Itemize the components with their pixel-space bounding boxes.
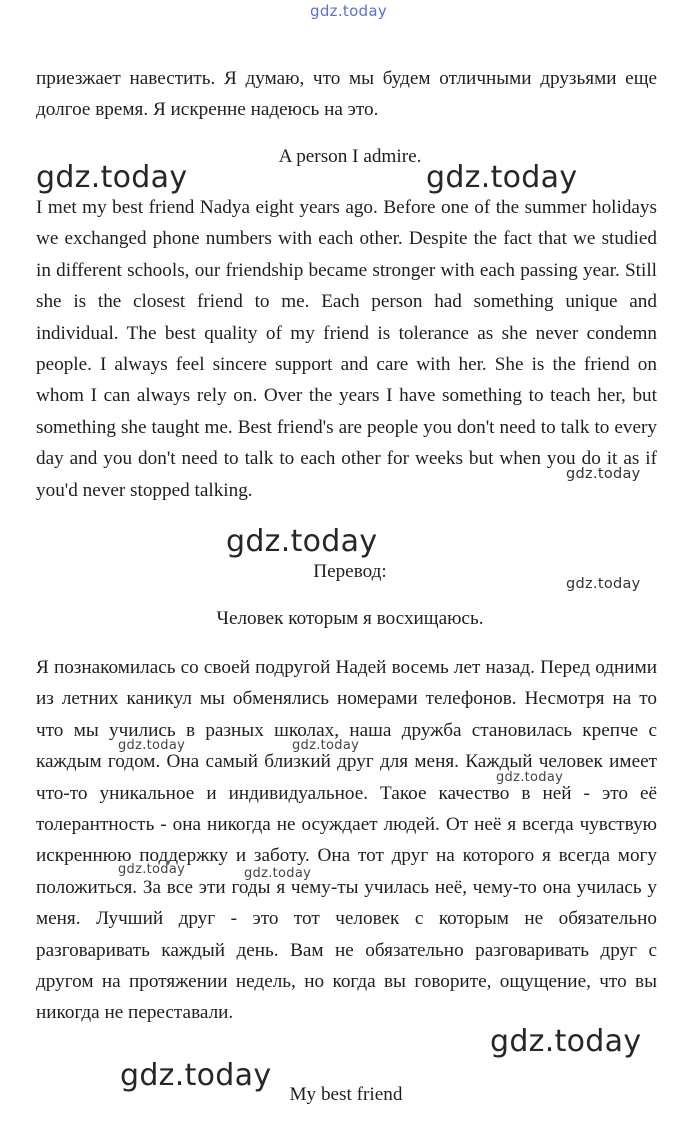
watermark: gdz.today bbox=[566, 576, 641, 592]
watermark: gdz.today bbox=[118, 738, 186, 753]
watermark: gdz.today bbox=[292, 738, 360, 753]
watermark-top: gdz.today bbox=[310, 2, 388, 20]
intro-paragraph-ru: приезжает навестить. Я думаю, что мы будем отличными друзьями еще долгое время. Я искренне надеюсь на это. bbox=[36, 68, 657, 121]
watermark: gdz.today bbox=[426, 160, 578, 195]
essay-paragraph: I met my best friend Nadya eight years ago. Before one of the summer holidays we exchanged phone numbers with each other. Despite the fact that we studied in different schools, our friendship became stronger with each passing year. Still she is the closest friend to me. Each person had something unique and individual. The best quality of my friend is tolerance as she never condemn people. I always feel sincere support and care with her. She is the friend on whom I can always rely on. Over the years I have something to teach her, but something she taught me. Best friend's are people you don't need to talk to every day and you don't need to talk to each other for weeks but when you do it as if you'd never stopped talking. bbox=[36, 197, 657, 501]
translation-paragraph: Я познакомилась со своей подругой Надей восемь лет назад. Перед одними из летних каникул мы обменялись номерами телефонов. Несмотря на то что мы учились в разных школах, наша дружба становилась крепче с каждым годом. Она самый близкий друг для меня. Каждый человек имеет что-то уникальное и индивидуальное. Такое качество в ней - это её толерантность - она никогда не осуждает людей. От неё я всегда чувствую искреннюю поддержку и заботу. Она тот друг на которого я всегда могу положиться. За все эти годы я чему-ты училась неё, чему-то она училась у меня. Лучший друг - это тот человек с которым не обязательно разговаривать каждый день. Вам не обязательно разговаривать друг с другом на протяжении недель, но когда вы говорите, ощущение, что вы никогда не переставали. bbox=[36, 657, 657, 1024]
watermark: gdz.today bbox=[36, 160, 188, 195]
watermark: gdz.today bbox=[120, 1058, 272, 1093]
watermark: gdz.today bbox=[244, 866, 312, 881]
translation-title: Человек которым я восхищаюсь. bbox=[216, 608, 484, 629]
translation-label: Перевод: bbox=[313, 561, 387, 582]
watermark: gdz.today bbox=[118, 862, 186, 877]
essay-title: A person I admire. bbox=[278, 146, 422, 167]
watermark: gdz.today bbox=[226, 524, 378, 559]
next-section-title: My best friend bbox=[289, 1084, 403, 1105]
watermark: gdz.today bbox=[496, 770, 564, 785]
watermark: gdz.today bbox=[490, 1024, 642, 1059]
watermark: gdz.today bbox=[566, 466, 641, 482]
